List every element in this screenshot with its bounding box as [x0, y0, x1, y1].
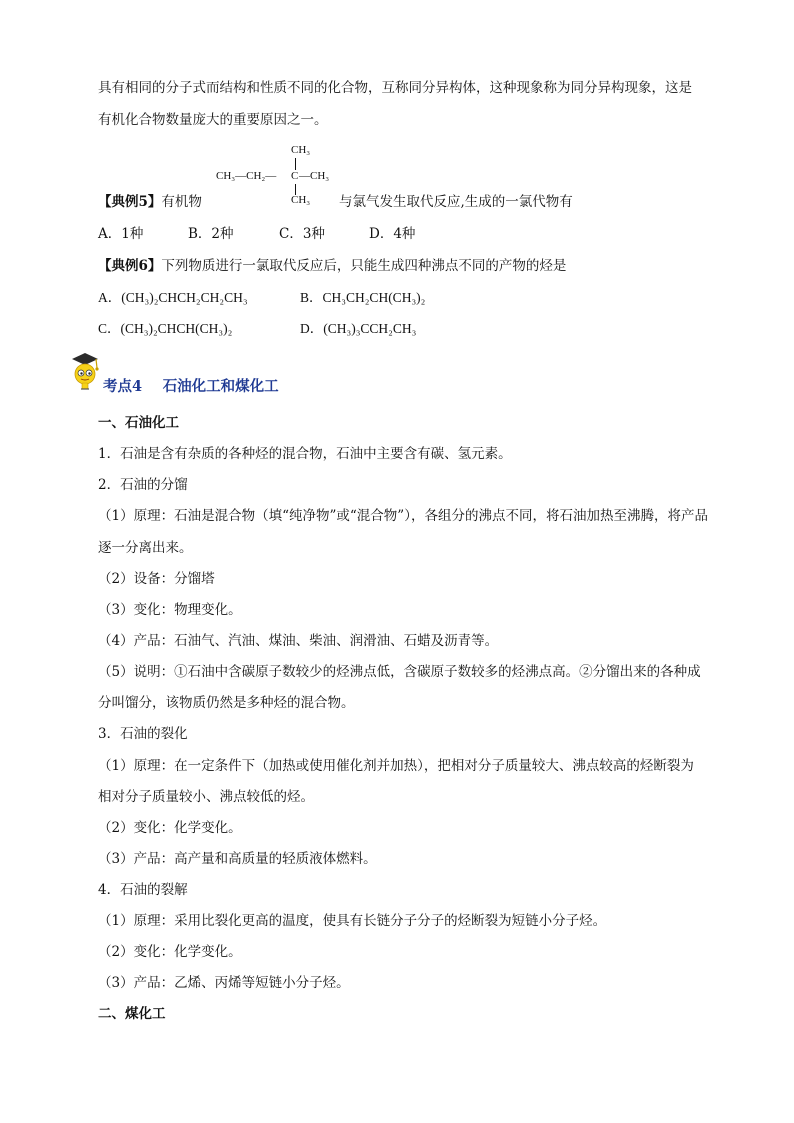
para-5: （4）产品：石油气、汽油、煤油、柴油、润滑油、石蜡及沥青等。 — [98, 633, 499, 649]
example5-tag: 【典例5】 — [98, 194, 162, 210]
heading-pyrolysis: 4．石油的裂解 — [98, 882, 188, 898]
option-d-formula: (CH₃)₃CCH₂CH₃ — [323, 321, 417, 336]
para-11: （2）变化：化学变化。 — [98, 944, 242, 960]
example5-option-a: A．1种 — [98, 226, 144, 242]
example5-option-b: B．2种 — [188, 226, 234, 242]
example6-option-c — [98, 319, 232, 339]
para-6b: 分叫馏分，该物质仍然是多种烃的混合物。 — [98, 695, 355, 711]
example5-option-d: D．4种 — [369, 226, 416, 242]
structure-bond-up — [295, 158, 296, 170]
option-a-label: A． — [98, 290, 122, 305]
example5-option-c: C．3种 — [279, 226, 325, 242]
heading-cracking: 3．石油的裂化 — [98, 726, 188, 742]
option-c-formula: (CH₃)₂CHCH(CH₃)₂ — [120, 321, 233, 336]
structure-top-group: CH₃ — [291, 144, 311, 156]
para-3: （2）设备：分馏塔 — [98, 571, 215, 587]
para-10: （1）原理：采用比裂化更高的温度，使具有长链分子分子的烃断裂为短链小分子烃。 — [98, 913, 607, 929]
section4-title: 石油化工和煤化工 — [162, 378, 279, 395]
para-2b: 逐一分离出来。 — [98, 540, 193, 556]
structure-carbon: C — [291, 170, 299, 182]
para-2a: （1）原理：石油是混合物（填“纯净物”或“混合物”），各组分的沸点不同，将石油加热至沸腾，将产品 — [98, 508, 708, 524]
section4-number: 考点4 — [103, 378, 143, 395]
example6-option-d — [300, 319, 416, 339]
structure-bottom-group: CH₃ — [291, 194, 311, 206]
option-b-formula: CH₃CH₂CH(CH₃)₂ — [322, 290, 426, 305]
heading-coal-chemical: 二、煤化工 — [98, 1006, 166, 1022]
para-6a: （5）说明：①石油中含碳原子数较少的烃沸点低，含碳原子数较多的烃沸点高。②分馏出来的各种成 — [98, 664, 701, 680]
intro-line-2: 有机化合物数量庞大的重要原因之一。 — [98, 112, 328, 128]
example6-question — [98, 256, 566, 276]
para-7a: （1）原理：在一定条件下（加热或使用催化剂并加热），把相对分子质量较大、沸点较高的烃断裂为 — [98, 758, 694, 774]
para-7b: 相对分子质量较小、沸点较低的烃。 — [98, 789, 314, 805]
example5-suffix: 与氯气发生取代反应,生成的一氯代物有 — [339, 194, 573, 210]
section4-heading — [103, 377, 279, 397]
para-9: （3）产品：高产量和高质量的轻质液体燃料。 — [98, 851, 377, 867]
para-12: （3）产品：乙烯、丙烯等短链小分子烃。 — [98, 975, 350, 991]
para-4: （3）变化：物理变化。 — [98, 602, 242, 618]
example6-option-a — [98, 288, 248, 308]
example6-option-b — [300, 288, 425, 308]
graduate-mascot-icon — [68, 350, 102, 392]
heading-petrochemical: 一、石油化工 — [98, 415, 179, 431]
intro-line-1: 具有相同的分子式而结构和性质不同的化合物，互称同分异构体，这种现象称为同分异构现象，这是 — [98, 80, 692, 96]
para-8: （2）变化：化学变化。 — [98, 820, 242, 836]
option-b-label: B． — [300, 290, 323, 305]
example5-prefix: 有机物 — [161, 194, 202, 210]
structure-main-right: —CH₃ — [299, 170, 330, 182]
option-c-label: C． — [98, 321, 121, 336]
structure-main-left: CH₃—CH₂— — [216, 170, 277, 182]
heading-distillation: 2．石油的分馏 — [98, 477, 188, 493]
example5-question — [98, 192, 202, 212]
option-a-formula: (CH₃)₂CHCH₂CH₂CH₃ — [121, 290, 248, 305]
option-d-label: D． — [300, 321, 324, 336]
para-1: 1．石油是含有杂质的各种烃的混合物，石油中主要含有碳、氢元素。 — [98, 446, 512, 462]
example6-text: 下列物质进行一氯取代反应后，只能生成四种沸点不同的产物的烃是 — [161, 258, 567, 274]
example6-tag: 【典例6】 — [98, 258, 162, 274]
